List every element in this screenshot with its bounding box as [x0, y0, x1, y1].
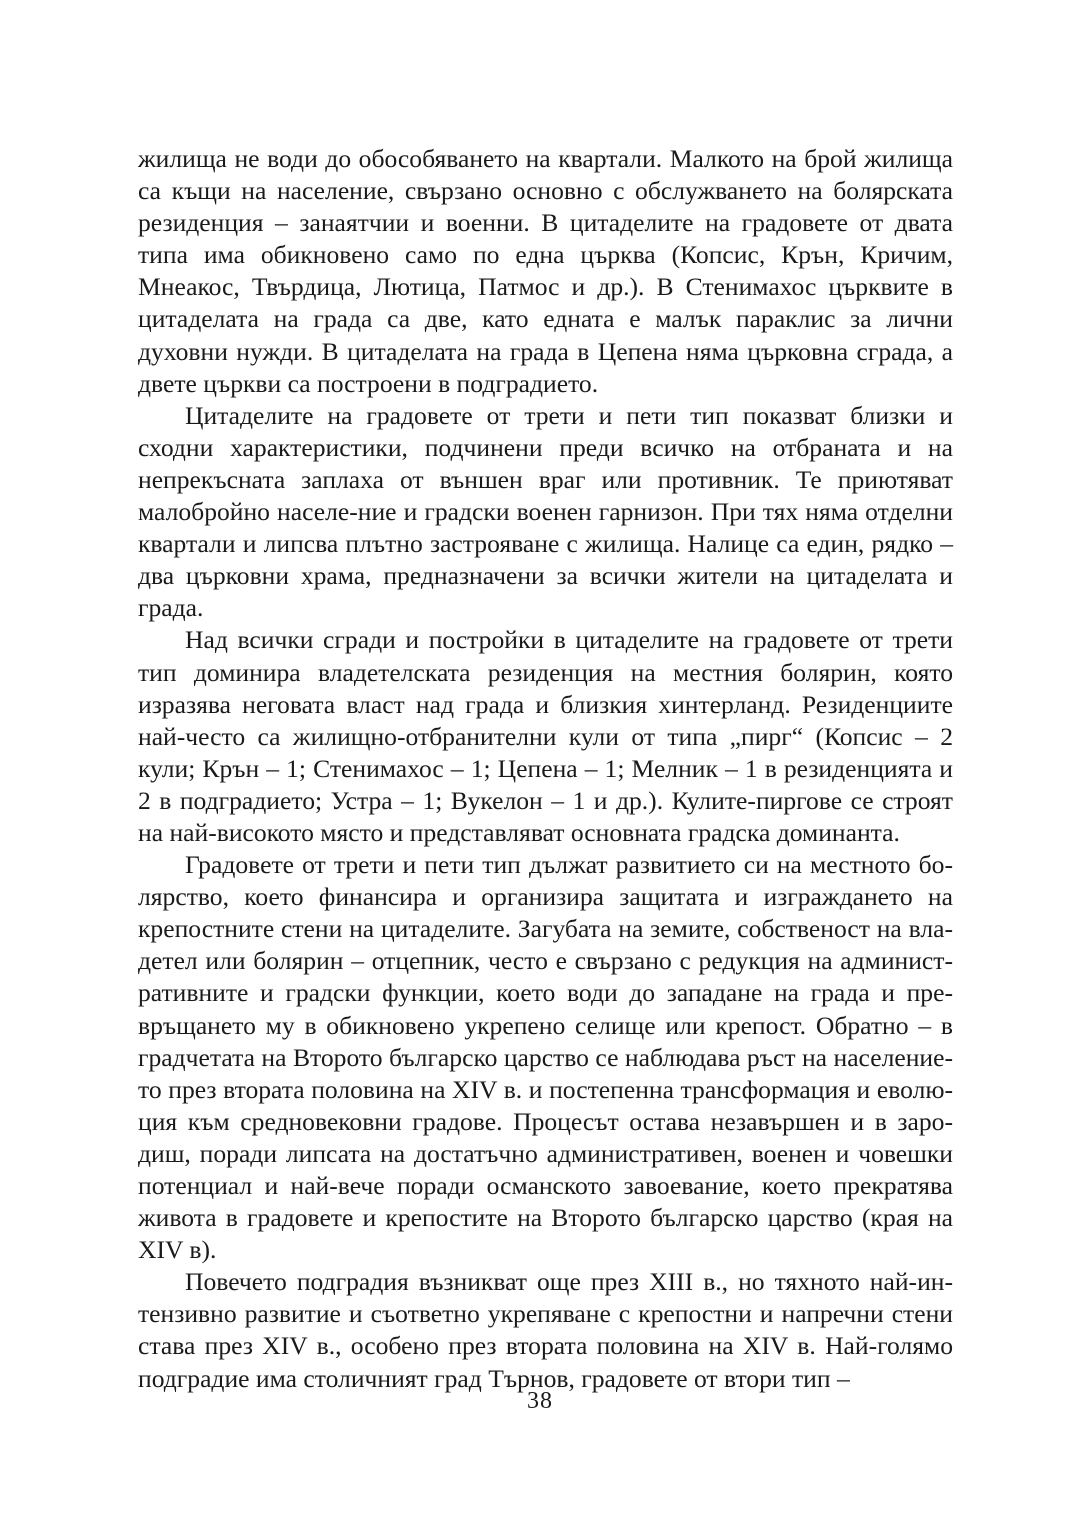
paragraph-1: жилища не води до обособяването на квартали. Малкото на брой жилища са къщи на население, свързано основно с обслужването на болярската резиденция – занаятчии и военни. В цитаделите на градовете от двата типа има обикновено само по една църква (Копсис, Крън, Кричим, Мнеакос, Твърдица, Лютица, Патмос и др.). В Стенимахос църквите в цитаделата на града са две, като едната е малък параклис за лични духовни нужди. В цитаделата на града в Цепена няма църковна сграда, а двете църкви са построени в подградието. [138, 144, 953, 398]
page-number: 38 [527, 1388, 553, 1414]
paragraph-2: Цитаделите на градовете от трети и пети тип показват близки и сходни характеристики, подчинени преди всичко на отбраната и на непрекъсната заплаха от външен враг или противник. Те приютяват малобройно населе-ние и градски военен гарнизон. При тях няма отделни квартали и липсва плътно застрояване с жилища. Налице са един, рядко – два църковни храма, предназначени за всички жители на цитаделата и града. [138, 400, 953, 623]
paragraph-5: Повечето подградия възникват още през XIII в., но тяхното най-ин-тензивно развитие и съответно укрепяване с крепостни и напречни стени става през XIV в., особено през втората половина на XIV в. Най-голямо подградие има столичният град Търнов, градовете от втори тип – [138, 1267, 953, 1393]
paragraph-4: Градовете от трети и пети тип дължат развитието си на местното бо-лярство, което финансира и организира защитата и изграждането на крепостните стени на цитаделите. Загубата на земите, собственост на вла-детел или болярин – отцепник, често е свързано с редукция на админист-ративните и градски функции, което води до западане на града и пре-връщането му в обикновено укрепено селище или крепост. Обратно – в градчетата на Второто българско царство се наблюдава ръст на население-то през втората половина на XIV в. и постепенна трансформация и еволю-ция към средновековни градове. Процесът остава незавършен и в заро-диш, поради липсата на достатъчно административен, военен и човешки потенциал и най-вече поради османското завоевание, което прекратява живота в градовете и крепостите на Второто българско царство (края на XIV в). [138, 850, 953, 1265]
body-text [138, 143, 953, 1395]
paragraph-3: Над всички сгради и постройки в цитаделите на градовете от трети тип доминира владетелската резиденция на местния болярин, която изразява неговата власт над града и близкия хинтерланд. Резиденциите най-често са жилищно-отбранителни кули от типа „пирг“ (Копсис – 2 кули; Крън – 1; Стенимахос – 1; Цепена – 1; Мелник – 1 в резиденцията и 2 в подградието; Устра – 1; Вукелон – 1 и др.). Кулите-пиргове се строят на най-високото място и представляват основната градска доминанта. [138, 625, 953, 847]
